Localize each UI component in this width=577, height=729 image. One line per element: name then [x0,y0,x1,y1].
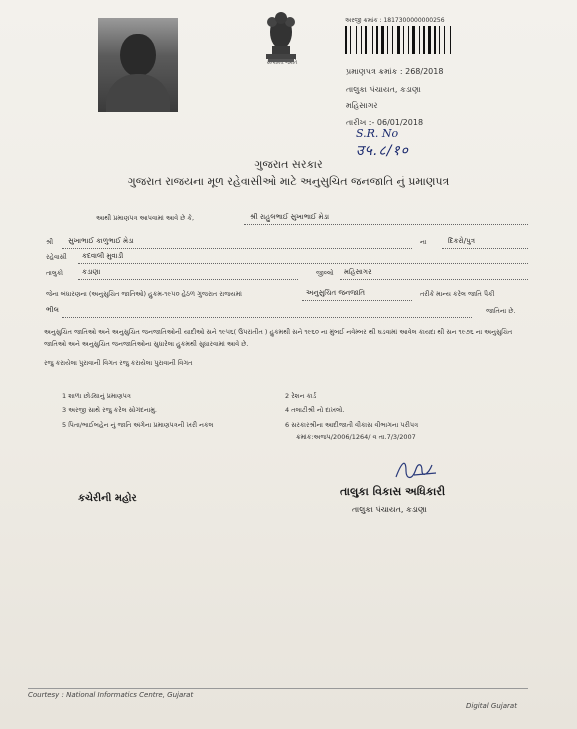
document-item: 3 અરજી સાથે રજુ કરેલ સોગંદનામુ. [62,406,157,414]
barcode [345,26,457,54]
government-heading: ગુજરાત સરકાર [254,158,323,171]
village-label: રહેવાસી [46,253,67,261]
tribe: ભીલ [46,306,59,314]
officer-signature-icon [392,455,440,485]
handwritten-serial-number: उ५.८/१० [356,143,409,159]
declared-text: તરીકે માન્ય કરેલ જાતિ પૈકી [420,290,495,298]
document-item: 2 રેશન કાર્ડ [285,392,317,400]
application-number: અરજી ક્રમાંક : 1817300000000256 [345,17,445,24]
document-item: 1 શાળા છોડ્યાનું પ્રમાણપત્ર [62,392,131,400]
document-item: 5 પિતા/ભાઈબહેન નું જાતિ અંગેના પ્રમાણપત્રની ખરી નકલ [62,421,214,429]
emblem-caption: સત્યમેવ જયતે [266,60,298,66]
document-item: 6 સરકારશ્રીના આદીજાતી વીકાસ વીભાગના પરીપત્ર [285,421,419,429]
certificate-title: ગુજરાત રાજયના મૂળ રહેવાસીઓ માટે અનુસુચિત જનજાતિ નું પ્રમાણપત્ર [127,175,450,188]
village: કદવાલી મુવાડી [82,252,124,260]
officer-title: તાલુકા વિકાસ અધિકારી [340,485,446,498]
taluka: કડાણા [82,268,101,276]
father-name: સુખાભાઈ કાળુભાઈ મેડા [68,237,134,245]
shri-label: શ્રી [46,238,54,246]
issue-date: તારીખ :- 06/01/2018 [346,118,424,127]
document-item-circular: ક્રમાંક:અજપ/2006/1264/ વ તા.7/3/2007 [296,433,416,441]
na-label: ના [420,238,427,246]
is-text: જાતિના છે. [486,307,516,315]
document-item: 4 તલાટીશ્રી નો દાખલો. [285,406,345,414]
category: અનુસુચિત જનજાતિ [306,289,366,297]
documents-heading: રજુ કરાયેલા પુરાવાની વિગત રજુ કરાયેલા પુરાવાની વિગત [44,359,193,367]
office-stamp-label: કચેરીની મહોર [78,493,137,504]
courtesy-note: Courtesy : National Informatics Centre, Gujarat [28,691,194,699]
district-label: જીલ્લો [316,269,334,277]
officer-office: તાલુકા પંચાયત, કડાણા [352,505,427,514]
certificate-number: પ્રમાણપત્ર ક્રમાંક : 268/2018 [346,67,444,76]
digital-gujarat-mark: Digital Gujarat [466,702,517,710]
taluka-label: તાલુકો [46,269,64,277]
certify-text: આથી પ્રમાણપત્ર આપવામાં આવે છે કે, [96,214,195,222]
issuing-district: મહિસાગર [346,101,378,110]
holder-name: શ્રી રાહુલભાઈ સુખાભાઈ મેડા [250,213,330,221]
handwritten-serial-label: S.R. No [356,127,399,140]
order-text: જેના બંધારણના (અનુસુચિત જાતિઓ) હુકમ-૧૯૫૦ હેઠળ ગુજરાત રાજયમાં [46,290,242,298]
legal-paragraph: અનુસુચિત જાતિઓ અને અનુસુચિત જનજાતિઓની યાદીઓ સને ૧૯૫૬( ઉપરાંતીત ) હુકમથી સને ૧૯૬૦ ના મુંબઈ નવેમ્બર થી ઘડવામાં આવેલ કાયદા થી સન ૧૯૭૬ ના અનુસુચિત જાતિઓ અને અનુસુચિત જનજાતિઓના સુધારેલા હુકમથી સુધારવામાં આવે છે. [44,328,513,348]
issuing-office: તાલુકા પંચાયત, કડાણા [346,85,421,94]
holder-photo [98,18,178,112]
relation: દિકરો/પુત્ર [448,237,476,245]
district: મહિસાગર [344,268,372,276]
